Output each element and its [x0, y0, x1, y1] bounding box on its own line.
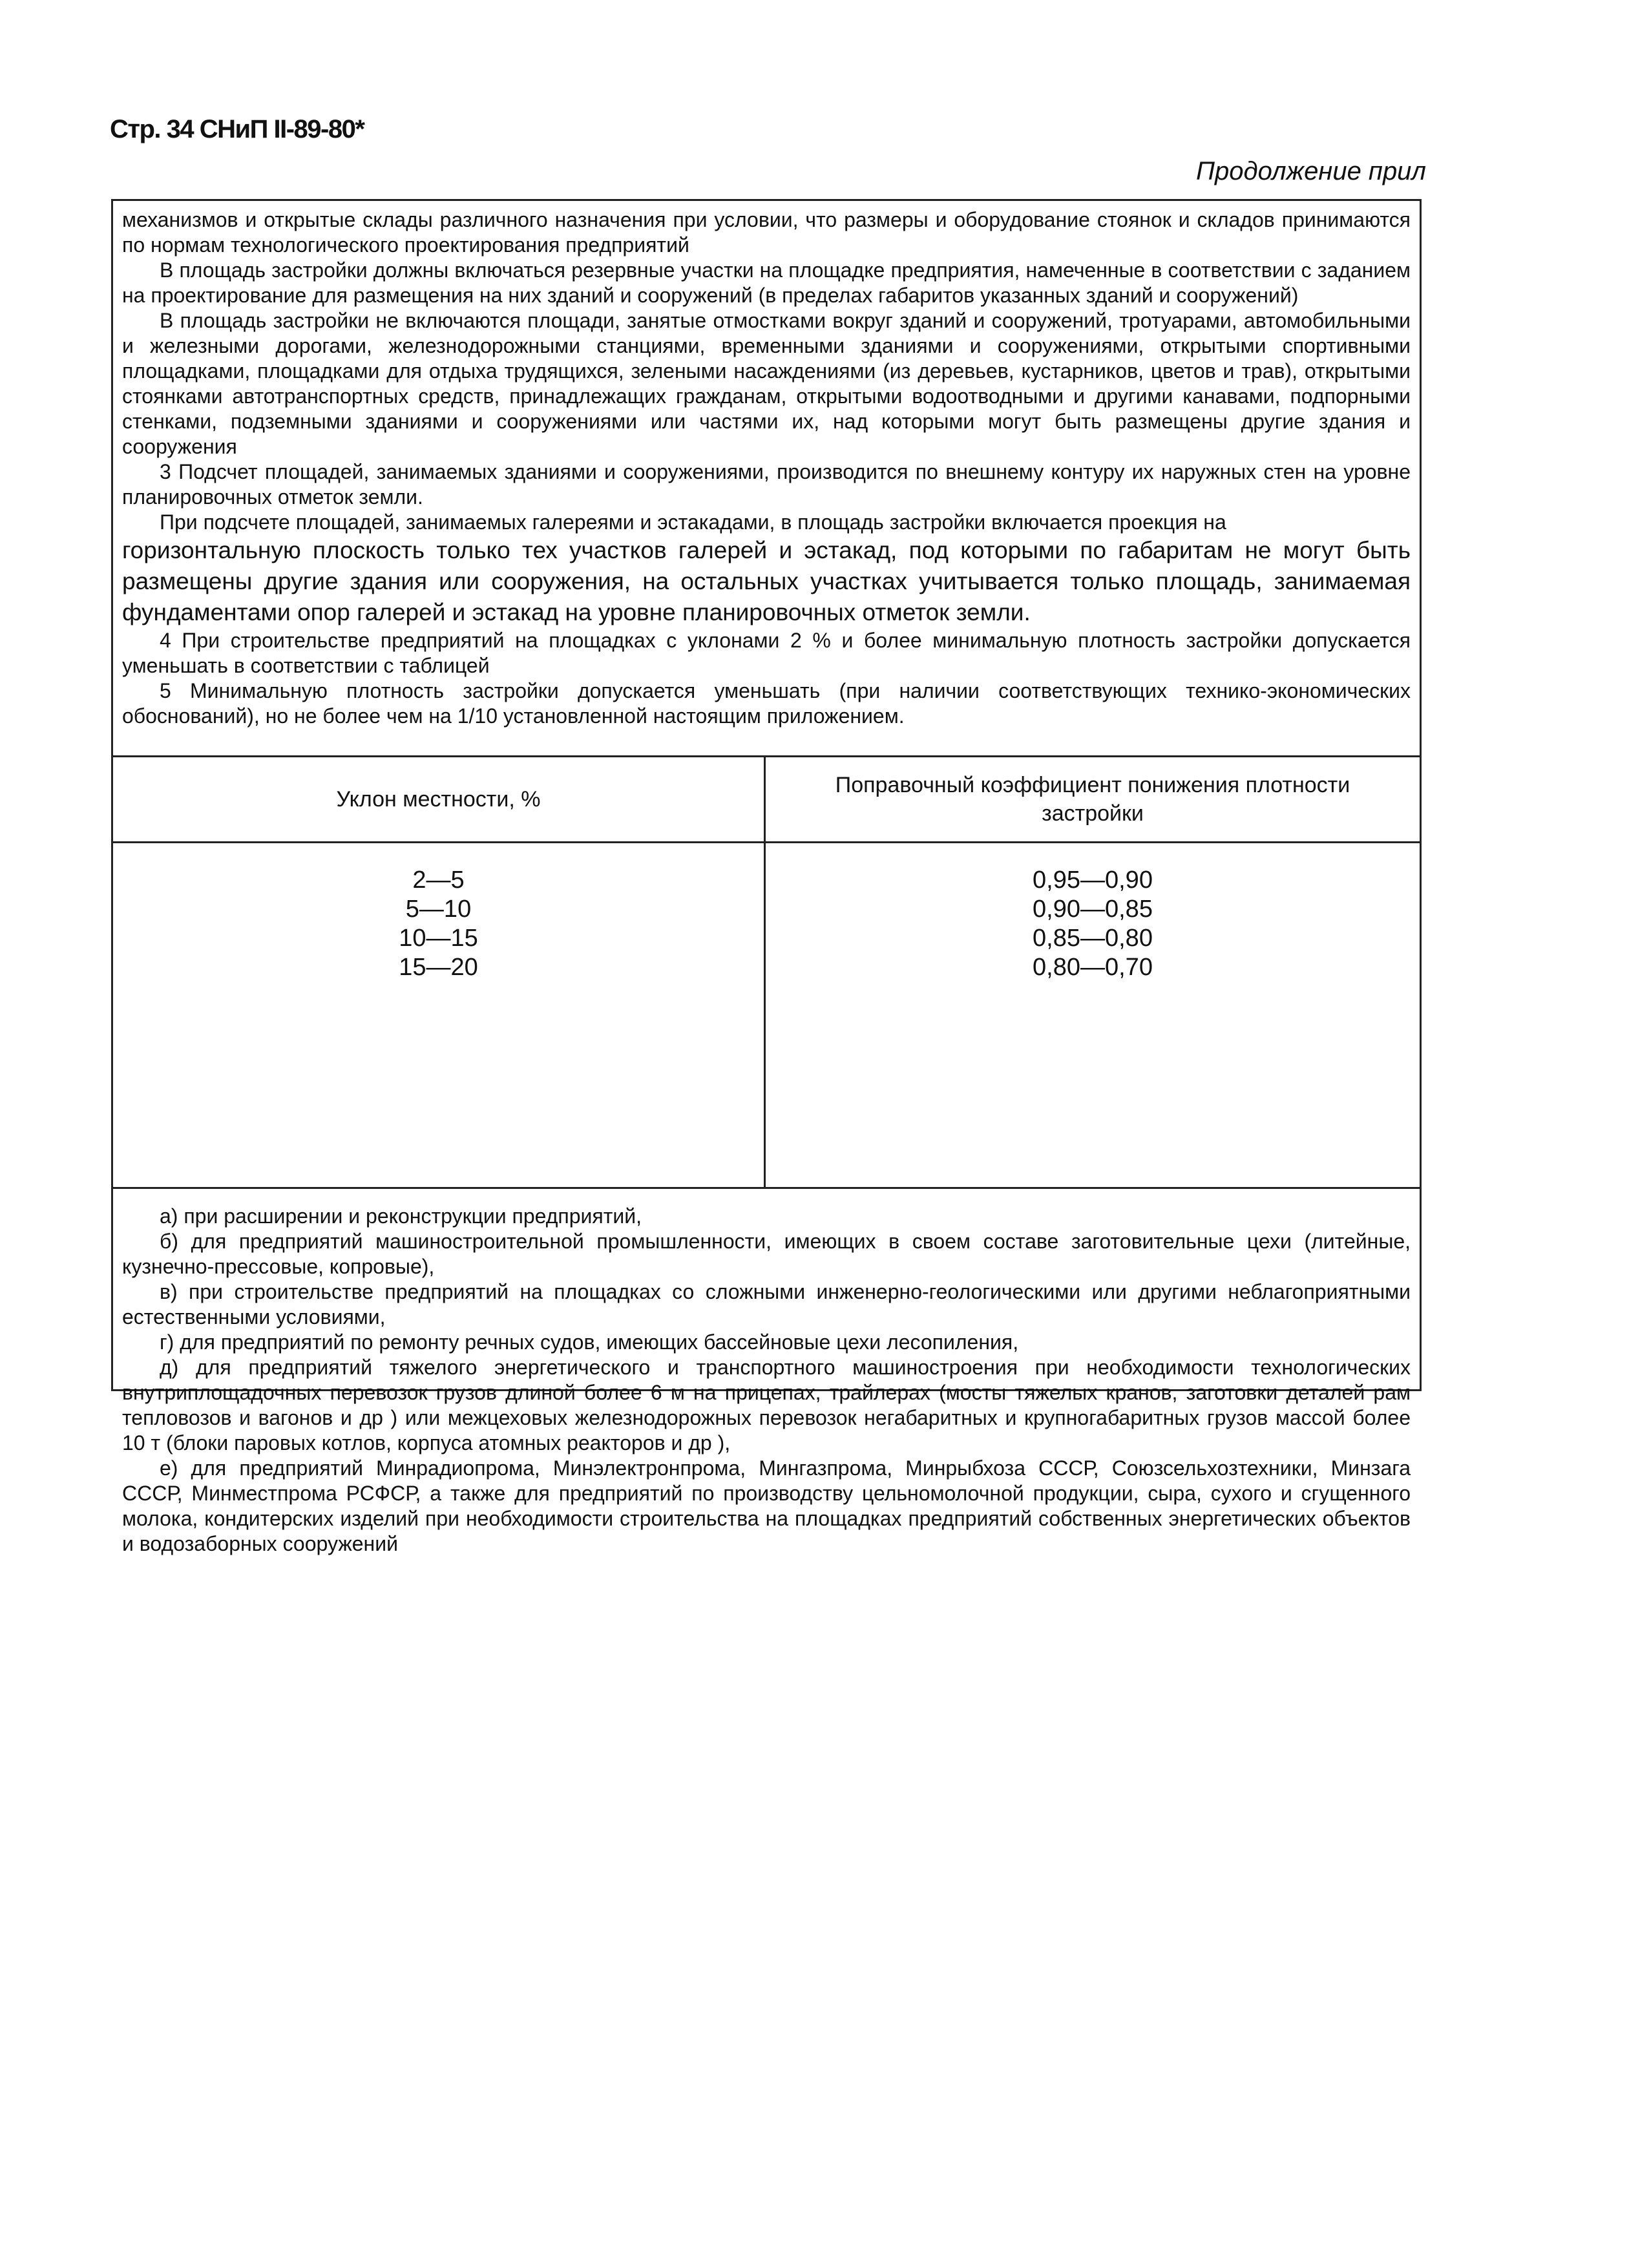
list-item: е) для предприятий Минрадиопрома, Минэлектронпрома, Мингазпрома, Минрыбхоза СССР, Союзсельхозтехники, Минзага СССР, Минместпрома РСФСР, а также для предприятий по производству цельномолочной продукции, сыра, сухого и сгущенного молока, кондитерских изделий при необходимости строительства на площадках предприятий собственных энергетических объектов и водозаборных сооружений: [122, 1456, 1411, 1555]
table-header-slope: Уклон местности, %: [336, 787, 541, 812]
table-cell-coefficient: 0,95—0,90: [1033, 866, 1153, 894]
coefficient-column: [766, 866, 1420, 982]
table-cell-slope: 10—15: [399, 925, 478, 952]
table-header-coefficient: Поправочный коэффициент понижения плотности застройки: [835, 773, 1350, 826]
table-cell-coefficient: 0,80—0,70: [1033, 954, 1153, 981]
paragraph: При подсчете площадей, занимаемых галереями и эстакадами, в площадь застройки включается проекция на: [160, 510, 1226, 534]
list-item: д) для предприятий тяжелого энергетического и транспортного машиностроения при необходимости технологических внутриплощадочных перевозок грузов длиной более 6 м на прицепах, трайлерах (мосты тяжелых кранов, заготовки деталей рам тепловозов и вагонов и др ) или межцеховых железнодорожных перевозок негабаритных и крупногабаритных грузов массой более 10 т (блоки паровых котлов, корпуса атомных реакторов и др ),: [122, 1356, 1411, 1454]
lower-text: [113, 1204, 1420, 1557]
table-cell-slope: 2—5: [412, 866, 465, 894]
paragraph: горизонтальную плоскость только тех участков галерей и эстакад, под которыми по габаритам не могут быть размещены другие здания или сооружения, на остальных участках учитывается только площадь, занимаемая фундаментами опор галерей и эстакад на уровне планировочных отметок земли.: [122, 537, 1411, 625]
paragraph: 5 Минимальную плотность застройки допускается уменьшать (при наличии соответствующих технико-экономических обоснований), но не более чем на 1/10 установленной настоящим приложением.: [122, 679, 1411, 728]
slope-coefficient-table: [113, 755, 1420, 1189]
table-cell-coefficient: 0,90—0,85: [1033, 896, 1153, 923]
appendix-frame: [111, 199, 1422, 1555]
list-item: в) при строительстве предприятий на площадках со сложными инженерно-геологическими или другими неблагоприятными естественными условиями,: [122, 1280, 1411, 1328]
paragraph: В площадь застройки не включаются площади, занятые отмостками вокруг зданий и сооружений, тротуарами, автомобильными и железными дорогами, железнодорожными станциями, временными зданиями и сооружениями, открытыми спортивными площадками, площадками для отдыха трудящихся, зелеными насаждениями (из деревьев, кустарников, цветов и трав), открытыми стоянками автотранспортных средств, принадлежащих гражданам, открытыми водоотводными и другими канавами, подпорными стенками, подземными зданиями и сооружениями или частями их, над которыми могут быть размещены другие здания и сооружения: [122, 309, 1411, 458]
paragraph: В площадь застройки должны включаться резервные участки на площадке предприятия, намеченные в соответствии с заданием на проектирование для размещения на них зданий и сооружений (в пределах габаритов указанных зданий и сооружений): [122, 258, 1411, 307]
list-item: г) для предприятий по ремонту речных судов, имеющих бассейновые цехи лесопиления,: [160, 1330, 1019, 1354]
continuation-label: Продолжение прил: [1196, 157, 1426, 185]
page-header: Стр. 34 СНиП II-89-80*: [110, 115, 364, 143]
table-cell-coefficient: 0,85—0,80: [1033, 925, 1153, 952]
paragraph: механизмов и открытые склады различного назначения при условии, что размеры и оборудование стоянок и складов принимаются по нормам технологического проектирования предприятий: [122, 208, 1411, 257]
list-item: б) для предприятий машиностроительной промышленности, имеющих в своем составе заготовительные цехи (литейные, кузнечно-прессовые, копровые),: [122, 1230, 1411, 1278]
list-item: а) при расширении и реконструкции предприятий,: [160, 1204, 642, 1228]
table-cell-slope: 15—20: [399, 954, 478, 981]
paragraph: 3 Подсчет площадей, занимаемых зданиями и сооружениями, производится по внешнему контуру их наружных стен на уровне планировочных отметок земли.: [122, 460, 1411, 509]
upper-text: [113, 201, 1420, 757]
slope-column: [113, 866, 764, 982]
table-cell-slope: 5—10: [405, 896, 472, 923]
paragraph: 4 При строительстве предприятий на площадках с уклонами 2 % и более минимальную плотность застройки допускается уменьшать в соответствии с таблицей: [122, 629, 1411, 677]
header-divider: [113, 841, 1420, 843]
